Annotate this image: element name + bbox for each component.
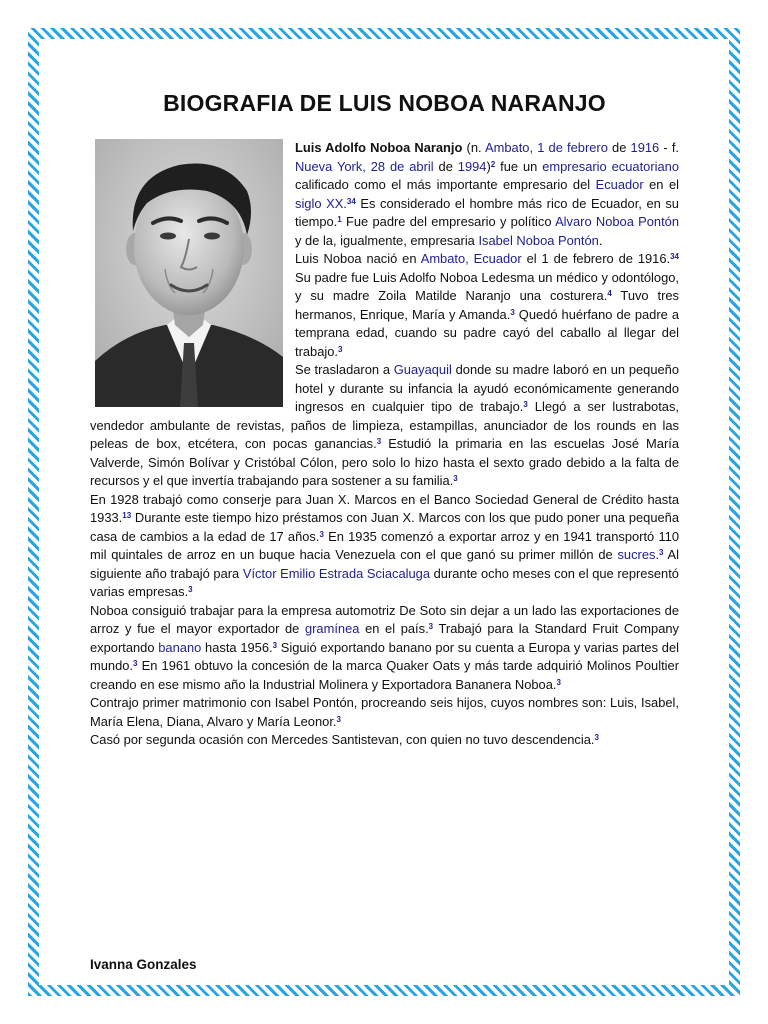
footnote-ref[interactable]: 3 (523, 400, 528, 409)
footnote-ref[interactable]: 3 (319, 529, 324, 539)
footnote-ref[interactable]: 4 (607, 289, 612, 298)
link-1994[interactable]: 1994 (457, 158, 487, 174)
link-ambato-ecuador[interactable]: Ambato, Ecuador (420, 251, 522, 266)
paragraph-business: Noboa consiguió trabajar para la empresa automotriz De Soto sin dejar a un lado las exportaciones de arroz y fue el mayor exportador de gramínea en el país.$^3$ Trabajó para la Standard Fruit Company exportando banano hasta 1956.$^3$ Siguió exportando banano por su cuenta a Europa y varias partes del mundo.$^3$ En 1961 obtuvo la concesión de la marca Quaker Oats y más tarde adquirió Molinos Poultier creando en ese mismo año la Industrial Molinera y Exportadora Bananera Noboa.$^3$ (90, 602, 679, 692)
link-ecuador[interactable]: Ecuador (595, 177, 644, 192)
paragraph-birth: Luis Noboa nació en Ambato, Ecuador el 1 de febrero de 1916.34 Su padre fue Luis Adolfo Noboa Ledesma un médico y odontólogo, y su madre Zoila Matilde Naranjo una costurera.$^4$ Tuvo tres hermanos, Enrique, María y Amanda.$^3$ Quedó huérfano de padre a temprana edad, cuando su padre cayó del caballo al llegar del trabajo.$^3$ (295, 251, 679, 359)
subject-name: Luis Adolfo Noboa Naranjo (295, 140, 463, 155)
paragraph-intro: Luis Adolfo Noboa Naranjo (n. Ambato, 1 de febrero de 1916 - f. Nueva York, 28 de abril de 1994)$^2$ fue un empresario ecuatoriano calificado como el más importante empresario del Ecuador en el siglo XX.$^{34}$ Es considerado el hombre más rico de Ecuador, en su tiempo.$^1$ Fue padre del empresario y político Alvaro Noboa Pontón y de la, igualmente, empresaria Isabel Noboa Pontón. (295, 140, 679, 248)
footnote-ref[interactable]: 3 (428, 622, 434, 631)
link-graminea[interactable]: gramínea (304, 621, 360, 636)
author-name: Ivanna Gonzales (90, 957, 197, 972)
link-guayaquil[interactable]: Guayaquil (393, 362, 452, 377)
paragraph-second-marriage: Casó por segunda ocasión con Mercedes Santistevan, con quien no tuvo descendencia.$^3$ (90, 732, 599, 747)
portrait-image (95, 139, 283, 407)
footnote-ref[interactable]: 34 (346, 196, 356, 206)
document-body (90, 90, 679, 750)
link-sucres[interactable]: sucres (617, 547, 656, 562)
link-siglo-xx[interactable]: siglo XX (295, 195, 344, 211)
footnote-ref[interactable]: 3 (188, 585, 193, 594)
footnote-ref[interactable]: 3 (453, 474, 458, 483)
footnote-ref[interactable]: 3 (376, 437, 382, 446)
footnote-ref[interactable]: 3 (336, 714, 341, 724)
paragraph-first-marriage: Contrajo primer matrimonio con Isabel Pontón, procreando seis hijos, cuyos nombres son: Luis, Isabel, María Elena, Diana, Alvaro y María Leonor.$^3$ (90, 695, 679, 729)
footnote-ref[interactable]: 3 (510, 307, 515, 317)
link-alvaro-noboa[interactable]: Alvaro Noboa Pontón (555, 214, 679, 229)
footnote-ref[interactable]: 3 (594, 733, 599, 742)
link-nueva-york-date[interactable]: Nueva York, 28 de abril (295, 158, 434, 174)
footnote-ref[interactable]: 2 (490, 159, 496, 169)
portrait-photo (95, 139, 283, 407)
link-victor-emilio-estrada[interactable]: Víctor Emilio Estrada Sciacaluga (242, 565, 430, 581)
footnote-ref[interactable]: 3 (659, 548, 664, 557)
link-empresario-ecuatoriano[interactable]: empresario ecuatoriano (542, 158, 679, 174)
paragraph-early-career: En 1928 trabajó como conserje para Juan X. Marcos en el Banco Sociedad General de Crédito hasta 1933.13 Durante este tiempo hizo préstamos con Juan X. Marcos con los que pudo poner una pequeña casa de cambios a la edad de 17 años.$^3$ En 1935 comenzó a exportar arroz y en 1941 transportó 110 mil quintales de arroz en un buque hacia Venezuela con el que ganó su primer millón de sucres.$^3$ Al siguiente año trabajó para Víctor Emilio Estrada Sciacaluga durante ocho meses con el que representó varias empresas.$^3$ (90, 491, 679, 599)
footnote-ref[interactable]: 3 (338, 344, 343, 354)
footnote-ref[interactable]: 3 (272, 640, 278, 650)
link-ambato-date[interactable]: Ambato, 1 de febrero (485, 140, 608, 155)
footnote-ref[interactable]: 13 (122, 511, 132, 520)
footnote-ref[interactable]: 3 (556, 677, 561, 687)
link-1916[interactable]: 1916 (630, 140, 660, 155)
link-banano[interactable]: banano (158, 639, 202, 655)
footnote-ref[interactable]: 34 (670, 252, 679, 261)
page-title: BIOGRAFIA DE LUIS NOBOA NARANJO (163, 90, 606, 116)
footnote-ref[interactable]: 1 (337, 215, 342, 224)
paragraph-childhood: Se trasladaron a Guayaquil donde su madre laboró en un pequeño hotel y durante su infancia la ayudó económicamente generando ingresos en cualquier tipo de trabajo.$^3$ Llegó a ser lustrabotas, vendedor ambulante de revistas, paños de limpieza, estampillas, anunciador de los rounds en las peleas de box, etcétera, con pocas ganancias.$^3$ Estudió la primaria en las escuelas José María Valverde, Simón Bolívar y Cristóbal Cólon, pero solo lo hizo hasta el sexto grado debido a la falta de recursos y el que invertía trabajando para sostener a su familia.$^3$ (90, 362, 680, 488)
footnote-ref[interactable]: 3 (133, 659, 138, 668)
link-isabel-noboa[interactable]: Isabel Noboa Pontón (478, 232, 599, 248)
